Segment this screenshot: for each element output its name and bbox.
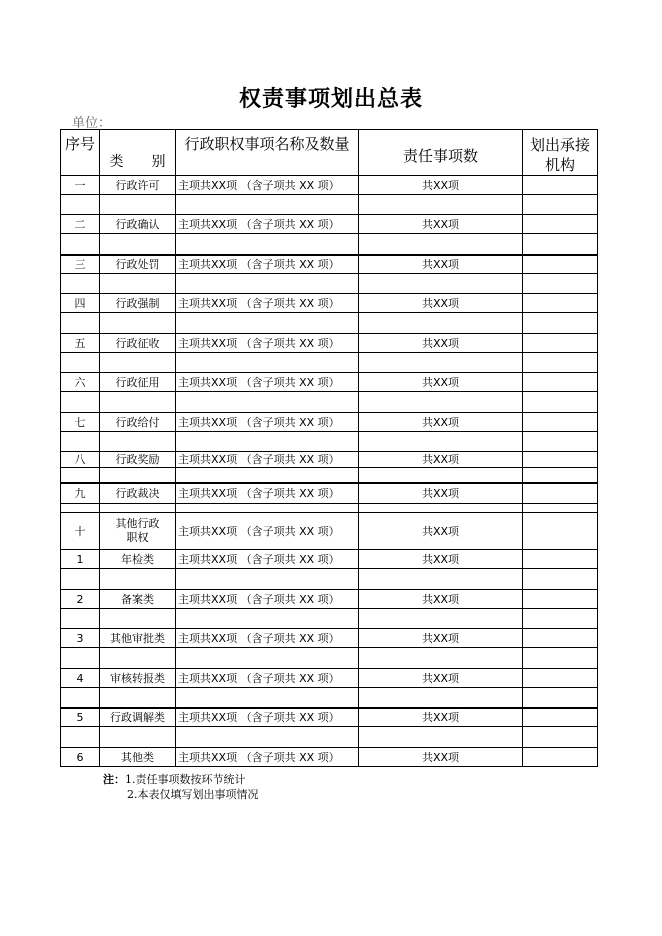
blank-row — [61, 432, 598, 452]
row-category: 行政征收 — [100, 334, 176, 353]
row-org — [523, 550, 598, 569]
blank-cell — [100, 353, 176, 373]
blank-cell — [176, 648, 359, 669]
blank-cell — [176, 688, 359, 708]
blank-cell — [100, 392, 176, 413]
row-responsibility: 共XX项 — [359, 550, 523, 569]
blank-cell — [176, 274, 359, 294]
row-category: 备案类 — [100, 590, 176, 609]
blank-cell — [359, 504, 523, 513]
table-row — [61, 176, 598, 195]
row-responsibility: 共XX项 — [359, 513, 523, 550]
blank-cell — [61, 234, 100, 255]
blank-cell — [523, 392, 598, 413]
blank-cell — [359, 688, 523, 708]
blank-row — [61, 569, 598, 590]
blank-cell — [100, 648, 176, 669]
blank-cell — [359, 727, 523, 748]
header-org: 划出承接机构 — [523, 130, 598, 176]
row-name: 主项共XX项 （含子项共 XX 项） — [176, 708, 359, 727]
row-category: 行政征用 — [100, 373, 176, 392]
blank-row — [61, 468, 598, 483]
summary-table — [60, 129, 598, 767]
blank-cell — [176, 432, 359, 452]
blank-cell — [61, 274, 100, 294]
blank-cell — [61, 195, 100, 215]
blank-cell — [176, 609, 359, 629]
row-category: 年检类 — [100, 550, 176, 569]
blank-cell — [523, 727, 598, 748]
blank-cell — [359, 353, 523, 373]
blank-cell — [523, 609, 598, 629]
row-seq: 6 — [61, 748, 100, 767]
row-category: 行政给付 — [100, 413, 176, 432]
header-seq: 序号 — [61, 130, 100, 176]
row-category: 行政奖励 — [100, 452, 176, 468]
table-row — [61, 708, 598, 727]
blank-cell — [359, 234, 523, 255]
row-org — [523, 669, 598, 688]
row-category: 其他类 — [100, 748, 176, 767]
blank-cell — [359, 195, 523, 215]
row-seq: 七 — [61, 413, 100, 432]
row-seq: 5 — [61, 708, 100, 727]
blank-cell — [61, 353, 100, 373]
table-row — [61, 590, 598, 609]
row-responsibility: 共XX项 — [359, 590, 523, 609]
row-name: 主项共XX项 （含子项共 XX 项） — [176, 215, 359, 234]
blank-cell — [176, 392, 359, 413]
row-org — [523, 708, 598, 727]
table-row — [61, 452, 598, 468]
blank-cell — [359, 274, 523, 294]
table-row — [61, 550, 598, 569]
row-responsibility: 共XX项 — [359, 483, 523, 504]
blank-row — [61, 353, 598, 373]
unit-label: 单位： — [72, 116, 112, 131]
blank-cell — [176, 195, 359, 215]
notes-label: 注： — [103, 773, 125, 786]
table-row — [61, 669, 598, 688]
row-name: 主项共XX项 （含子项共 XX 项） — [176, 483, 359, 504]
table-row — [61, 483, 598, 504]
blank-cell — [359, 313, 523, 334]
blank-cell — [176, 727, 359, 748]
table-row — [61, 215, 598, 234]
row-responsibility: 共XX项 — [359, 215, 523, 234]
row-name: 主项共XX项 （含子项共 XX 项） — [176, 452, 359, 468]
row-seq: 二 — [61, 215, 100, 234]
blank-cell — [61, 392, 100, 413]
blank-cell — [100, 504, 176, 513]
header-responsibility: 责任事项数 — [359, 130, 523, 176]
blank-row — [61, 313, 598, 334]
blank-cell — [523, 432, 598, 452]
row-name: 主项共XX项 （含子项共 XX 项） — [176, 669, 359, 688]
row-org — [523, 334, 598, 353]
note-line-2: 2.本表仅填写划出事项情况 — [127, 788, 259, 801]
header-category: 类 别 — [100, 130, 176, 176]
table-row — [61, 629, 598, 648]
row-category: 其他审批类 — [100, 629, 176, 648]
blank-cell — [176, 468, 359, 483]
row-seq: 十 — [61, 513, 100, 550]
row-responsibility: 共XX项 — [359, 373, 523, 392]
row-org — [523, 373, 598, 392]
blank-cell — [523, 313, 598, 334]
blank-cell — [61, 504, 100, 513]
blank-cell — [61, 688, 100, 708]
table-row — [61, 294, 598, 313]
row-org — [523, 513, 598, 550]
blank-cell — [523, 195, 598, 215]
blank-cell — [61, 648, 100, 669]
page-title: 权责事项划出总表 — [238, 86, 423, 112]
blank-cell — [176, 234, 359, 255]
row-category: 行政调解类 — [100, 708, 176, 727]
blank-cell — [176, 313, 359, 334]
blank-cell — [523, 504, 598, 513]
row-name: 主项共XX项 （含子项共 XX 项） — [176, 513, 359, 550]
row-category: 行政裁决 — [100, 483, 176, 504]
blank-row — [61, 504, 598, 513]
row-org — [523, 413, 598, 432]
blank-row — [61, 195, 598, 215]
row-category: 其他行政职权 — [100, 513, 176, 550]
blank-row — [61, 688, 598, 708]
row-name: 主项共XX项 （含子项共 XX 项） — [176, 748, 359, 767]
row-responsibility: 共XX项 — [359, 176, 523, 195]
blank-cell — [523, 234, 598, 255]
blank-cell — [176, 353, 359, 373]
row-org — [523, 452, 598, 468]
row-org — [523, 748, 598, 767]
blank-cell — [100, 468, 176, 483]
table-row — [61, 334, 598, 353]
row-seq: 五 — [61, 334, 100, 353]
blank-cell — [100, 688, 176, 708]
blank-cell — [176, 504, 359, 513]
blank-row — [61, 392, 598, 413]
blank-cell — [100, 609, 176, 629]
blank-cell — [359, 569, 523, 590]
blank-cell — [61, 468, 100, 483]
row-name: 主项共XX项 （含子项共 XX 项） — [176, 373, 359, 392]
row-seq: 4 — [61, 669, 100, 688]
row-responsibility: 共XX项 — [359, 413, 523, 432]
row-seq: 3 — [61, 629, 100, 648]
row-name: 主项共XX项 （含子项共 XX 项） — [176, 550, 359, 569]
blank-cell — [100, 195, 176, 215]
row-org — [523, 294, 598, 313]
row-seq: 1 — [61, 550, 100, 569]
table-header-row — [61, 130, 598, 176]
blank-cell — [100, 727, 176, 748]
row-org — [523, 255, 598, 274]
row-org — [523, 483, 598, 504]
blank-row — [61, 234, 598, 255]
row-org — [523, 629, 598, 648]
blank-row — [61, 274, 598, 294]
table-row — [61, 255, 598, 274]
blank-cell — [61, 432, 100, 452]
row-name: 主项共XX项 （含子项共 XX 项） — [176, 294, 359, 313]
row-responsibility: 共XX项 — [359, 629, 523, 648]
blank-row — [61, 727, 598, 748]
row-name: 主项共XX项 （含子项共 XX 项） — [176, 255, 359, 274]
blank-cell — [523, 274, 598, 294]
blank-cell — [359, 432, 523, 452]
blank-cell — [359, 648, 523, 669]
row-category: 行政处罚 — [100, 255, 176, 274]
row-responsibility: 共XX项 — [359, 708, 523, 727]
blank-cell — [359, 468, 523, 483]
row-name: 主项共XX项 （含子项共 XX 项） — [176, 334, 359, 353]
blank-cell — [61, 727, 100, 748]
blank-cell — [61, 569, 100, 590]
row-responsibility: 共XX项 — [359, 452, 523, 468]
row-name: 主项共XX项 （含子项共 XX 项） — [176, 590, 359, 609]
blank-cell — [359, 392, 523, 413]
row-seq: 六 — [61, 373, 100, 392]
row-org — [523, 215, 598, 234]
row-name: 主项共XX项 （含子项共 XX 项） — [176, 413, 359, 432]
row-name: 主项共XX项 （含子项共 XX 项） — [176, 176, 359, 195]
row-responsibility: 共XX项 — [359, 334, 523, 353]
blank-cell — [176, 569, 359, 590]
blank-cell — [100, 313, 176, 334]
row-category: 行政许可 — [100, 176, 176, 195]
notes — [103, 772, 259, 802]
row-seq: 2 — [61, 590, 100, 609]
blank-cell — [359, 609, 523, 629]
header-name: 行政职权事项名称及数量 — [176, 130, 359, 176]
blank-cell — [523, 648, 598, 669]
row-name: 主项共XX项 （含子项共 XX 项） — [176, 629, 359, 648]
row-seq: 一 — [61, 176, 100, 195]
row-seq: 四 — [61, 294, 100, 313]
blank-row — [61, 648, 598, 669]
blank-cell — [523, 569, 598, 590]
blank-cell — [523, 688, 598, 708]
row-responsibility: 共XX项 — [359, 748, 523, 767]
blank-cell — [61, 609, 100, 629]
table-row — [61, 413, 598, 432]
table-row — [61, 373, 598, 392]
row-seq: 八 — [61, 452, 100, 468]
row-org — [523, 176, 598, 195]
row-category: 审核转报类 — [100, 669, 176, 688]
row-responsibility: 共XX项 — [359, 294, 523, 313]
blank-cell — [100, 274, 176, 294]
row-seq: 三 — [61, 255, 100, 274]
blank-cell — [523, 468, 598, 483]
row-responsibility: 共XX项 — [359, 669, 523, 688]
blank-cell — [100, 234, 176, 255]
note-line-1: 1.责任事项数按环节统计 — [125, 773, 246, 786]
blank-row — [61, 609, 598, 629]
table-row — [61, 513, 598, 550]
row-org — [523, 590, 598, 609]
blank-cell — [100, 569, 176, 590]
blank-cell — [100, 432, 176, 452]
row-category: 行政确认 — [100, 215, 176, 234]
row-category: 行政强制 — [100, 294, 176, 313]
row-responsibility: 共XX项 — [359, 255, 523, 274]
blank-cell — [523, 353, 598, 373]
table-row — [61, 748, 598, 767]
blank-cell — [61, 313, 100, 334]
row-seq: 九 — [61, 483, 100, 504]
